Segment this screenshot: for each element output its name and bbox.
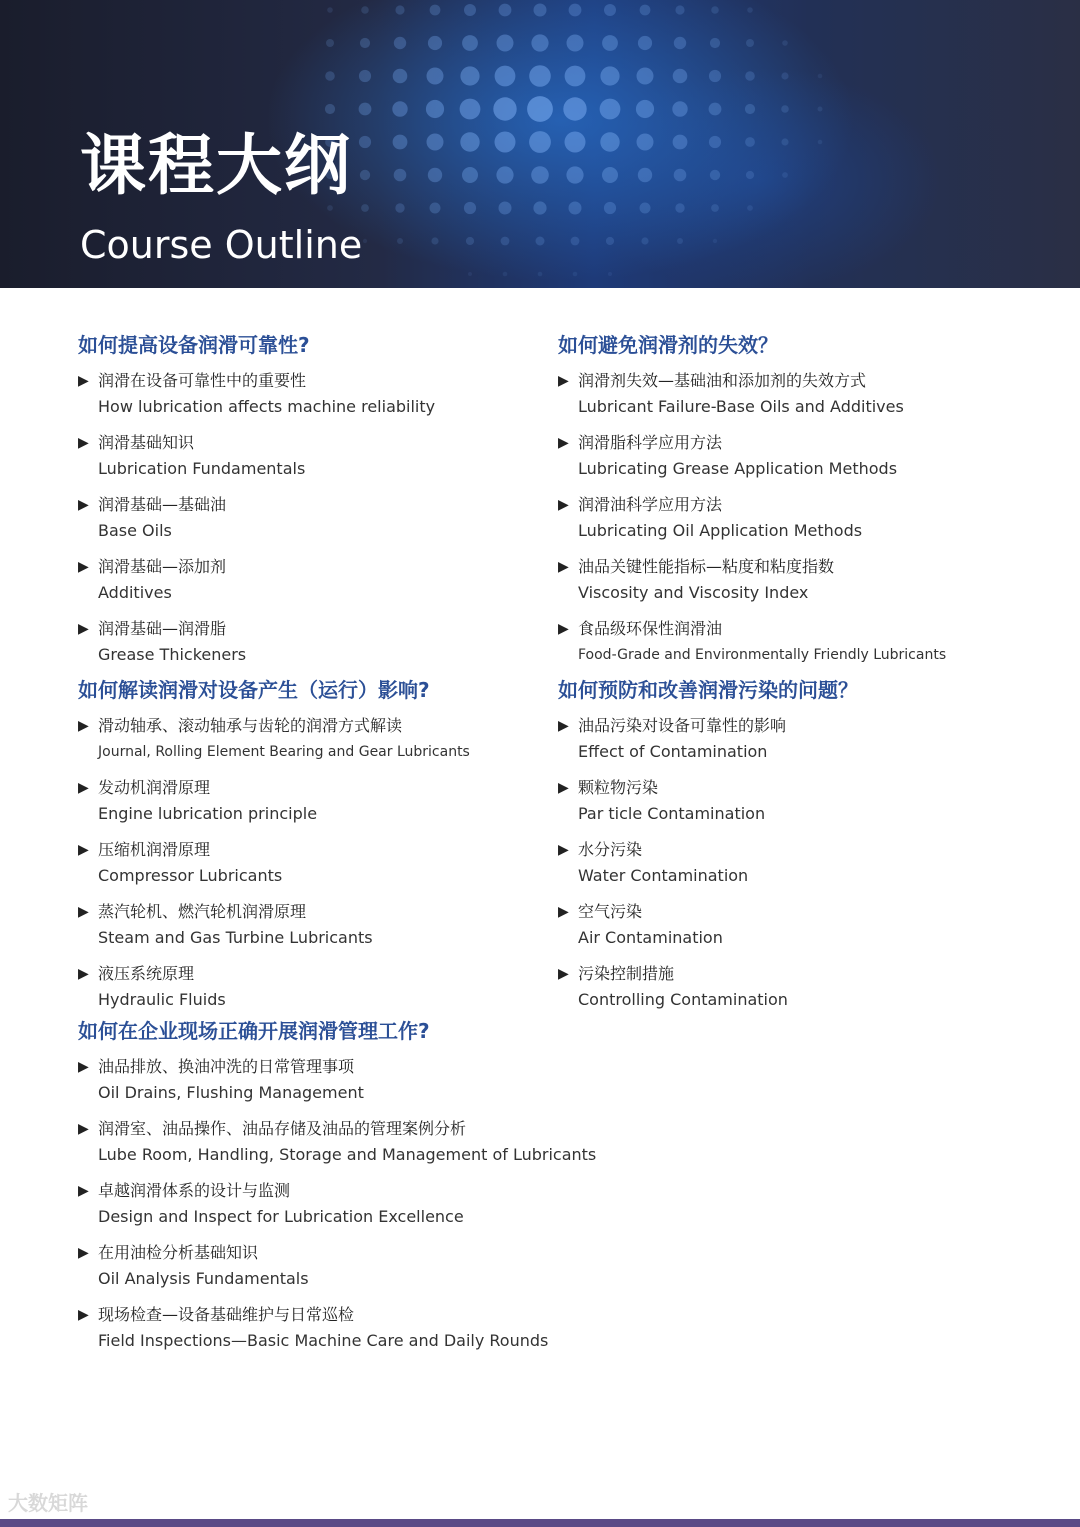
decor-dot	[431, 237, 438, 244]
decor-dot	[675, 203, 684, 212]
bullet-arrow-icon: ▶	[78, 904, 89, 920]
decor-dot	[326, 39, 334, 47]
item-title-en: Effect of Contamination	[578, 742, 768, 761]
decor-dot	[395, 5, 404, 14]
bullet-arrow-icon: ▶	[78, 1183, 89, 1199]
decor-dot	[529, 131, 551, 153]
item-title-cn: 润滑在设备可靠性中的重要性	[98, 371, 307, 390]
decor-dot	[569, 4, 582, 17]
bullet-arrow-icon: ▶	[558, 718, 569, 734]
decor-dot	[533, 201, 546, 214]
decor-dot	[393, 69, 408, 84]
item-title-cn: 油品排放、换油冲洗的日常管理事项	[98, 1057, 355, 1076]
decor-dot	[673, 69, 688, 84]
bullet-arrow-icon: ▶	[78, 373, 89, 389]
list-item	[78, 369, 538, 423]
decor-dot	[818, 74, 823, 79]
decor-dot	[361, 204, 369, 212]
decor-dot	[462, 35, 478, 51]
decor-dot	[710, 38, 720, 48]
decor-dot	[711, 6, 719, 14]
page-title-cn: 课程大纲	[80, 127, 352, 204]
item-title-en: Additives	[98, 583, 172, 602]
list-item	[558, 776, 1038, 830]
list-item	[78, 493, 538, 547]
item-title-cn: 液压系统原理	[98, 964, 195, 983]
decor-dot	[464, 202, 476, 214]
decor-dot	[745, 137, 755, 147]
item-title-en: Lubrication Fundamentals	[98, 459, 306, 478]
item-title-en: Oil Drains, Flushing Management	[98, 1083, 364, 1102]
decor-dot	[674, 169, 687, 182]
decor-dot	[563, 97, 586, 120]
decor-dot	[359, 136, 371, 148]
section-lubrication-impact	[78, 676, 538, 1016]
item-title-cn: 润滑基础知识	[98, 433, 195, 452]
item-title-cn: 润滑基础—润滑脂	[98, 619, 227, 638]
decor-dot	[531, 34, 548, 51]
decor-dot	[493, 97, 516, 120]
item-title-cn: 润滑剂失效—基础油和添加剂的失效方式	[578, 371, 867, 390]
item-title-cn: 压缩机润滑原理	[98, 840, 211, 859]
decor-dot	[359, 70, 371, 82]
decor-dot	[325, 71, 335, 81]
list-item	[78, 1055, 778, 1109]
decor-dot	[747, 7, 753, 13]
decor-dot	[534, 4, 547, 17]
item-title-en: Compressor Lubricants	[98, 866, 283, 885]
bullet-arrow-icon: ▶	[78, 1245, 89, 1261]
decor-dot	[427, 134, 444, 151]
item-title-en: Water Contamination	[578, 866, 749, 885]
decor-dot	[565, 132, 586, 153]
decor-dot	[602, 35, 618, 51]
bullet-arrow-icon: ▶	[558, 373, 569, 389]
decor-dot	[462, 167, 478, 183]
bullet-arrow-icon: ▶	[78, 842, 89, 858]
list-item	[78, 1303, 778, 1357]
decor-dot	[747, 205, 753, 211]
item-title-cn: 油品污染对设备可靠性的影响	[578, 716, 787, 735]
decor-dot	[397, 238, 403, 244]
decor-dot	[573, 272, 578, 277]
list-item	[558, 838, 1038, 892]
decor-dot	[600, 99, 621, 120]
decor-dot	[460, 99, 481, 120]
section-contamination	[558, 676, 1038, 1016]
decor-dot	[536, 237, 545, 246]
item-title-cn: 现场检查—设备基础维护与日常巡检	[98, 1305, 355, 1324]
item-title-cn: 污染控制措施	[578, 964, 675, 983]
item-title-en: Journal, Rolling Element Bearing and Gear Lubricants	[98, 744, 470, 760]
list-item	[558, 900, 1038, 954]
footer-bar	[0, 1519, 1080, 1527]
decor-dot	[746, 171, 754, 179]
bullet-arrow-icon: ▶	[558, 904, 569, 920]
decor-dot	[638, 36, 652, 50]
decor-dot	[782, 40, 788, 46]
item-title-en: Lube Room, Handling, Storage and Management of Lubricants	[98, 1145, 597, 1164]
item-title-en: Lubricating Grease Application Methods	[578, 459, 898, 478]
item-title-en: Viscosity and Viscosity Index	[578, 583, 809, 602]
item-title-en: How lubrication affects machine reliability	[98, 397, 436, 416]
list-item	[558, 714, 1038, 768]
decor-dot	[426, 100, 444, 118]
item-title-cn: 发动机润滑原理	[98, 778, 211, 797]
list-item	[78, 1179, 778, 1233]
item-title-cn: 空气污染	[578, 902, 643, 921]
watermark: 大数矩阵	[8, 1491, 88, 1515]
decor-dot	[608, 272, 612, 276]
decor-dot	[460, 66, 479, 85]
bullet-arrow-icon: ▶	[78, 966, 89, 982]
decor-dot	[713, 239, 717, 243]
decor-dot	[495, 66, 516, 87]
bullet-arrow-icon: ▶	[78, 718, 89, 734]
decor-dot	[327, 7, 333, 13]
decor-dot	[673, 135, 688, 150]
decor-dot	[565, 66, 586, 87]
bullet-arrow-icon: ▶	[78, 780, 89, 796]
item-title-en: Par ticle Contamination	[578, 804, 766, 823]
decor-dot	[392, 101, 407, 116]
decor-dot	[602, 167, 618, 183]
decor-dot	[677, 238, 683, 244]
decor-dot	[394, 37, 406, 49]
decor-dot	[569, 202, 582, 215]
section-heading: 如何预防和改善润滑污染的问题？	[558, 678, 858, 702]
decor-dot	[395, 203, 404, 212]
decor-dot	[360, 38, 370, 48]
section-heading: 如何在企业现场正确开展润滑管理工作?	[78, 1019, 430, 1043]
item-title-en: Field Inspections—Basic Machine Care and Daily Rounds	[98, 1331, 549, 1350]
item-title-en: Lubricating Oil Application Methods	[578, 521, 863, 540]
list-item	[558, 493, 1038, 547]
item-title-en: Steam and Gas Turbine Lubricants	[98, 928, 373, 947]
list-item	[78, 1241, 778, 1295]
list-item	[78, 838, 538, 892]
decor-dot	[674, 37, 686, 49]
item-title-en: Base Oils	[98, 521, 172, 540]
item-title-cn: 润滑脂科学应用方法	[578, 433, 723, 452]
item-title-en: Controlling Contamination	[578, 990, 788, 1009]
bullet-arrow-icon: ▶	[78, 559, 89, 575]
bullet-arrow-icon: ▶	[558, 780, 569, 796]
list-item	[78, 1117, 778, 1171]
decor-dot	[430, 5, 441, 16]
section-heading: 如何提高设备润滑可靠性?	[78, 333, 310, 357]
decor-dot	[641, 237, 648, 244]
decor-dot	[637, 68, 654, 85]
decor-dot	[709, 70, 721, 82]
decor-dot	[640, 5, 651, 16]
decor-dot	[566, 166, 583, 183]
item-title-cn: 在用油检分析基础知识	[98, 1243, 259, 1262]
item-title-cn: 食品级环保性润滑油	[578, 619, 723, 638]
decor-dot	[428, 36, 442, 50]
decor-dot	[464, 4, 476, 16]
item-title-en: Oil Analysis Fundamentals	[98, 1269, 309, 1288]
decor-dot	[745, 104, 755, 114]
bullet-arrow-icon: ▶	[558, 497, 569, 513]
bullet-arrow-icon: ▶	[78, 1059, 89, 1075]
decor-dot	[675, 5, 684, 14]
item-title-cn: 卓越润滑体系的设计与监测	[98, 1181, 291, 1200]
item-title-en: Lubricant Failure-Base Oils and Additives	[578, 397, 904, 416]
decor-dot	[600, 66, 619, 85]
decor-dot	[606, 237, 614, 245]
decor-dot	[527, 96, 553, 122]
decor-dot	[672, 101, 687, 116]
decor-dot	[363, 239, 367, 243]
decor-dot	[538, 272, 543, 277]
decor-dot	[460, 132, 479, 151]
decor-dot	[325, 104, 335, 114]
list-item	[78, 776, 538, 830]
decor-dot	[818, 140, 823, 145]
decor-dot	[604, 202, 616, 214]
decor-dot	[427, 68, 444, 85]
decor-dot	[496, 166, 513, 183]
item-title-cn: 颗粒物污染	[578, 778, 659, 797]
bullet-arrow-icon: ▶	[78, 497, 89, 513]
decor-dot	[746, 39, 754, 47]
bullet-arrow-icon: ▶	[558, 966, 569, 982]
decor-dot	[711, 204, 719, 212]
decor-dot	[529, 65, 551, 87]
decor-dot	[466, 237, 474, 245]
decor-dot	[531, 166, 549, 184]
decor-dot	[604, 4, 616, 16]
bullet-arrow-icon: ▶	[558, 559, 569, 575]
item-title-en: Engine lubrication principle	[98, 804, 318, 823]
bullet-arrow-icon: ▶	[558, 435, 569, 451]
list-item	[78, 900, 538, 954]
item-title-en: Hydraulic Fluids	[98, 990, 226, 1009]
decor-dot	[638, 168, 652, 182]
item-title-cn: 滑动轴承、滚动轴承与齿轮的润滑方式解读	[98, 716, 403, 735]
decor-dot	[640, 203, 651, 214]
decor-dot	[636, 100, 654, 118]
bullet-arrow-icon: ▶	[78, 621, 89, 637]
decor-dot	[571, 237, 580, 246]
item-title-cn: 水分污染	[578, 840, 643, 859]
decor-dot	[361, 6, 369, 14]
decor-dot	[637, 134, 654, 151]
decor-dot	[710, 170, 720, 180]
section-lubrication-management	[78, 1017, 778, 1357]
decor-dot	[745, 71, 755, 81]
item-title-cn: 润滑室、油品操作、油品存储及油品的管理案例分析	[98, 1119, 467, 1138]
bullet-arrow-icon: ▶	[558, 842, 569, 858]
decor-dot	[781, 138, 788, 145]
item-title-cn: 蒸汽轮机、燃汽轮机润滑原理	[98, 902, 307, 921]
section-heading: 如何解读润滑对设备产生（运行）影响?	[78, 678, 430, 702]
decor-dot	[709, 136, 721, 148]
list-item	[78, 617, 538, 671]
section-reliability	[78, 331, 538, 671]
list-item	[558, 962, 1038, 1016]
decor-dot	[393, 135, 408, 150]
page-title-en: Course Outline	[80, 223, 363, 267]
list-item	[78, 555, 538, 609]
list-item	[558, 431, 1038, 485]
item-title-cn: 润滑基础—添加剂	[98, 557, 227, 576]
decor-dot	[497, 35, 514, 52]
list-item	[558, 369, 1038, 423]
bullet-arrow-icon: ▶	[78, 1121, 89, 1137]
decor-dot	[499, 202, 512, 215]
item-title-en: Air Contamination	[578, 928, 723, 947]
decor-dot	[430, 203, 441, 214]
decor-dot	[709, 103, 722, 116]
decor-dot	[495, 132, 516, 153]
decor-dot	[359, 103, 372, 116]
decor-dot	[327, 205, 333, 211]
item-title-en: Design and Inspect for Lubrication Excellence	[98, 1207, 464, 1226]
decor-dot	[499, 4, 512, 17]
item-title-cn: 油品关键性能指标—粘度和粘度指数	[578, 557, 835, 576]
decor-dot	[468, 272, 472, 276]
item-title-en: Food-Grade and Environmentally Friendly Lubricants	[578, 647, 947, 663]
bullet-arrow-icon: ▶	[78, 435, 89, 451]
bullet-arrow-icon: ▶	[78, 1307, 89, 1323]
section-lubricant-failure	[558, 331, 1038, 671]
header-banner	[0, 0, 1080, 288]
decor-dot	[781, 72, 788, 79]
decor-dot	[360, 170, 370, 180]
decor-dot	[501, 237, 510, 246]
list-item	[78, 714, 538, 768]
list-item	[78, 962, 538, 1016]
item-title-en: Grease Thickeners	[98, 645, 247, 664]
list-item	[558, 617, 1038, 671]
list-item	[558, 555, 1038, 609]
item-title-cn: 润滑油科学应用方法	[578, 495, 723, 514]
decor-dot	[428, 168, 442, 182]
decor-dot	[600, 132, 619, 151]
decor-dot	[394, 169, 407, 182]
decor-dot	[503, 272, 508, 277]
list-item	[78, 431, 538, 485]
decor-dot	[781, 105, 789, 113]
decor-dot	[567, 35, 584, 52]
section-heading: 如何避免润滑剂的失效？	[558, 333, 778, 357]
bullet-arrow-icon: ▶	[558, 621, 569, 637]
decor-dot	[782, 172, 788, 178]
item-title-cn: 润滑基础—基础油	[98, 495, 227, 514]
decor-dot	[818, 107, 823, 112]
